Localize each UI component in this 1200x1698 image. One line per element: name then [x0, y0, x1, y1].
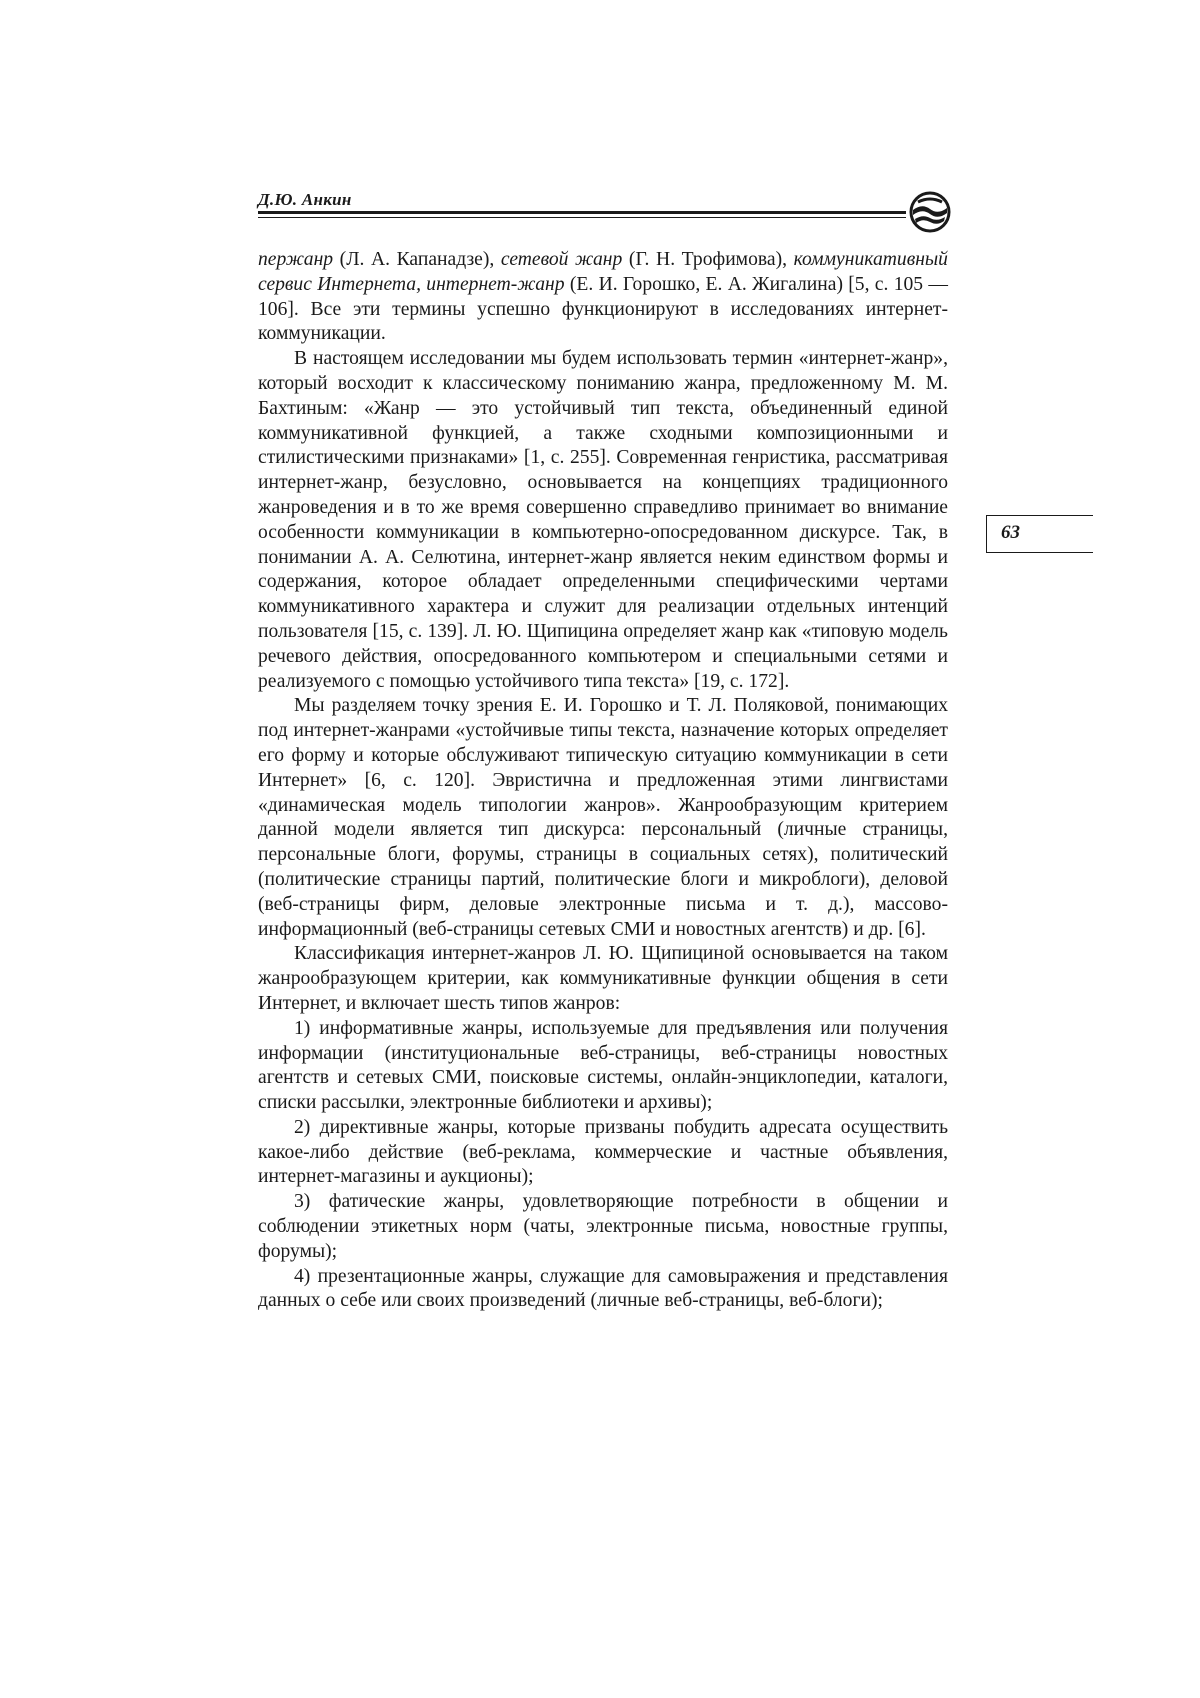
body-text	[258, 248, 948, 1314]
p0-text-2: (Г. Н. Трофимова),	[622, 249, 794, 270]
paragraph-2: Мы разделяем точку зрения Е. И. Горошко и Т. Л. Поляковой, понимающих под интернет-жанрами «устойчивые типы текста, назначение которых определяет его форму и которые обслуживают типическую ситуацию коммуникации в сети Интернет» [6, с. 120]. Эвристична и предложенная этими лингвистами «динамическая модель типологии жанров». Жанрообразующим критерием данной модели является тип дискурса: персональный (личные страницы, персональные блоги, форумы, страницы в социальных сетях), политический (политические страницы партий, политические блоги и микроблоги), деловой (веб-страницы фирм, деловые электронные письма и т. д.), массово-информационный (веб-страницы сетевых СМИ и новостных агентств) и др. [6].	[258, 695, 948, 940]
page-number: 63	[1001, 522, 1020, 543]
page-number-tab	[986, 515, 1093, 553]
running-header-author: Д.Ю. Анкин	[258, 190, 352, 209]
p0-text-3: (Е. И. Горошко, Е. А. Жигалина) [5, с. 105 — 106]. Все эти термины успешно функционируют в исследованиях интернет-коммуникации.	[258, 273, 948, 345]
list-item: 4) презентационные жанры, служащие для самовыражения и представления данных о себе или своих произведений (личные веб-страницы, веб-блоги);	[258, 1265, 948, 1312]
list-item: 1) информативные жанры, используемые для предъявления или получения информации (институциональные веб-страницы, веб-страницы новостных агентств и сетевых СМИ, поисковые системы, онлайн-энциклопедии, каталоги, списки рассылки, электронные библиотеки и архивы);	[258, 1017, 948, 1114]
paragraph-3: Классификация интернет-жанров Л. Ю. Щипициной основывается на таком жанрообразующем критерии, как коммуникативные функции общения в сети Интернет, и включает шесть типов жанров:	[258, 943, 948, 1014]
paragraph-0	[258, 248, 948, 347]
term-kommunikativny-servis: коммуникативный сервис Интернета, интернет-жанр	[258, 249, 948, 295]
journal-logo-icon	[908, 190, 952, 234]
p0-text-1: (Л. А. Капанадзе),	[333, 249, 501, 270]
running-header	[258, 190, 948, 230]
header-rule-thick	[258, 211, 906, 214]
term-setevoy-zhanr: сетевой жанр	[500, 249, 623, 270]
header-rule-thin	[258, 217, 906, 218]
term-perzhanr: пержанр	[258, 249, 334, 270]
list-item: 3) фатические жанры, удовлетворяющие потребности в общении и соблюдении этикетных норм (чаты, электронные письма, новостные группы, форумы);	[258, 1191, 948, 1262]
list-item: 2) директивные жанры, которые призваны побудить адресата осуществить какое-либо действие (веб-реклама, коммерческие и частные объявления, интернет-магазины и аукционы);	[258, 1116, 948, 1188]
paragraph-1: В настоящем исследовании мы будем использовать термин «интернет-жанр», который восходит к классическому пониманию жанра, предложенному М. М. Бахтиным: «Жанр — это устойчивый тип текста, объединенный единой коммуникативной функцией, а также сходными композиционными и стилистическими признаками» [1, с. 255]. Современная генристика, рассматривая интернет-жанр, безусловно, основывается на концепциях традиционного жанроведения и в то же время совершенно справедливо принимает во внимание особенности коммуникации в компьютерно-опосредованном дискурсе. Так, в понимании А. А. Селютина, интернет-жанр является неким единством формы и содержания, которое обладает определенными специфическими чертами коммуникативного характера и служит для реализации отдельных интенций пользователя [15, с. 139]. Л. Ю. Щипицина определяет жанр как «типовую модель речевого действия, опосредованного компьютером и специальными сетями и реализуемого с помощью устойчивого типа текста» [19, с. 172].	[258, 348, 948, 692]
